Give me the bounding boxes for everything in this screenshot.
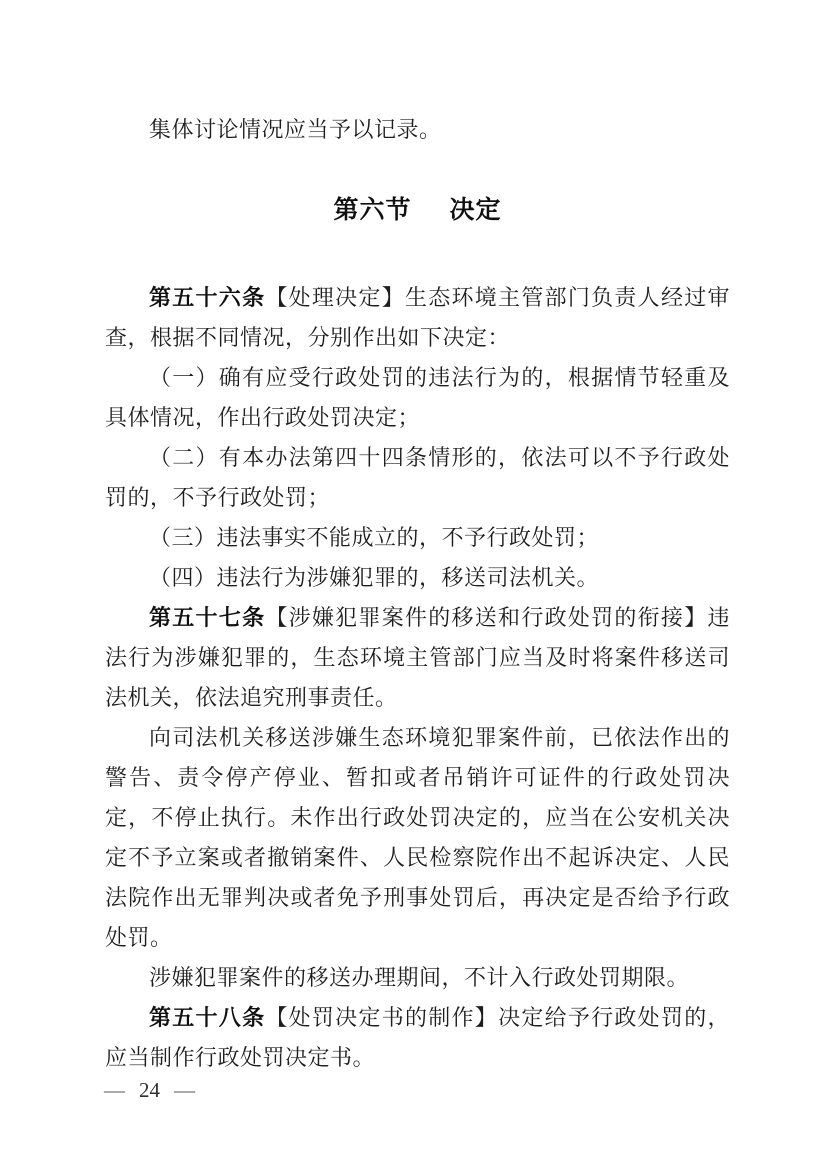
paragraph [105,718,730,958]
footer-dash-right: — [174,1078,195,1102]
paragraph [105,958,730,998]
document-body [105,278,730,1078]
paragraph-text: 涉嫌犯罪案件的移送办理期间，不计入行政处罚期限。 [149,965,690,990]
article-bracket-title: 【处理决定】 [265,285,405,310]
paragraph-text: （二）有本办法第四十四条情形的，依法可以不予行政处罚的，不予行政处罚； [105,445,730,510]
page-number: 24 [139,1078,160,1102]
paragraph-text: 违法行为涉嫌犯罪的，生态环境主管部门应当及时将案件移送司法机关，依法追究刑事责任。 [105,605,730,710]
section-title: 决定 [449,196,502,224]
paragraph-text: 生态环境主管部门负责人经过审查，根据不同情况，分别作出如下决定： [105,285,730,350]
paragraph [105,438,730,518]
paragraph [105,558,730,598]
article-paragraph [105,598,730,718]
page-footer [104,1078,195,1102]
article-number: 第五十七条 [149,605,266,630]
paragraph [105,518,730,558]
article-number: 第五十八条 [149,1005,266,1030]
article-paragraph [105,278,730,358]
paragraph-text: 决定给予行政处罚的，应当制作行政处罚决定书。 [105,1005,730,1070]
section-number: 第六节 [333,196,412,224]
paragraph-text: （四）违法行为涉嫌犯罪的，移送司法机关。 [149,565,600,590]
section-heading [105,190,730,230]
intro-paragraph: 集体讨论情况应当予以记录。 [149,117,442,142]
article-bracket-title: 【涉嫌犯罪案件的移送和行政处罚的衔接】 [265,605,708,630]
paragraph-text: （一）确有应受行政处罚的违法行为的，根据情节轻重及具体情况，作出行政处罚决定； [105,365,730,430]
paragraph-text: （三）违法事实不能成立的，不予行政处罚； [149,525,600,550]
article-paragraph [105,998,730,1078]
paragraph [105,358,730,438]
document-page [105,110,730,1078]
article-bracket-title: 【处罚决定书的制作】 [265,1005,499,1030]
footer-dash-left: — [104,1078,125,1102]
article-number: 第五十六条 [149,285,266,310]
paragraph-text: 向司法机关移送涉嫌生态环境犯罪案件前，已依法作出的警告、责令停产停业、暂扣或者吊销许可证件的行政处罚决定，不停止执行。未作出行政处罚决定的，应当在公安机关决定不予立案或者撤销案件、人民检察院作出不起诉决定、人民法院作出无罪判决或者免予刑事处罚后，再决定是否给予行政处罚。 [105,725,730,950]
